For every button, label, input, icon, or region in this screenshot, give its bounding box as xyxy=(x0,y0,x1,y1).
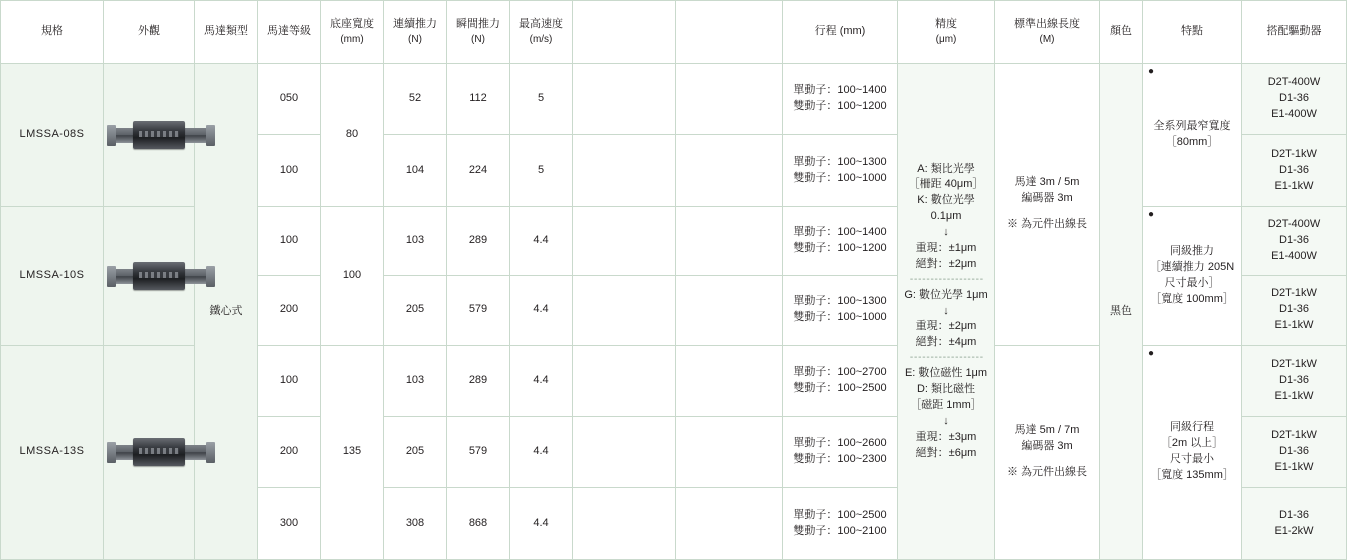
stroke-single: 單動子：100~1400 xyxy=(793,226,887,239)
blank-cell-1 xyxy=(573,276,676,345)
cable-encoder-length: 編碼器 3m xyxy=(1021,192,1073,205)
accuracy-line-10: D: 類比磁性 xyxy=(916,382,976,395)
linear-stage-image xyxy=(107,431,215,473)
driver-line-3: E1-400W xyxy=(1271,250,1317,263)
motor-grade-value: 100 xyxy=(258,345,321,416)
stroke-value xyxy=(783,345,898,416)
cable-length-bottom xyxy=(995,345,1100,559)
accuracy-arrow-2: ↓ xyxy=(943,304,949,317)
col-header-features-title: 特點 xyxy=(1181,25,1203,38)
driver-line-2: D1-36 xyxy=(1279,163,1309,176)
col-header-cont-force xyxy=(384,1,447,64)
feature-line-1: 全系列最窄寬度 xyxy=(1153,120,1231,133)
driver-line-2: D1-36 xyxy=(1279,373,1309,386)
rail-end-right xyxy=(206,125,215,146)
col-header-cable-length-title: 標準出線長度 xyxy=(1014,17,1080,30)
feature-08s xyxy=(1143,64,1242,207)
driver-value xyxy=(1242,345,1347,416)
col-header-max-speed-title: 最高速度 xyxy=(519,17,563,30)
driver-line-2: E1-2kW xyxy=(1274,524,1314,537)
blank-cell-1 xyxy=(573,135,676,206)
stroke-single: 單動子：100~1300 xyxy=(793,295,887,308)
max-speed-value: 4.4 xyxy=(510,276,573,345)
accuracy-line-1: A: 類比光學 xyxy=(917,162,975,175)
motor-grade-value: 100 xyxy=(258,206,321,275)
driver-line-2: D1-36 xyxy=(1279,234,1309,247)
max-speed-value: 5 xyxy=(510,135,573,206)
linear-stage-image xyxy=(107,255,215,297)
accuracy-divider-2: - - - - - - - - - - - - - - - - - - xyxy=(909,352,983,364)
stroke-double: 雙動子：100~1200 xyxy=(793,100,887,113)
col-header-accuracy-unit: (μm) xyxy=(935,33,957,45)
peak-force-value: 224 xyxy=(447,135,510,206)
stroke-value xyxy=(783,417,898,488)
blank-cell-2 xyxy=(676,345,783,416)
peak-force-value: 868 xyxy=(447,488,510,560)
cont-force-value: 52 xyxy=(384,64,447,135)
driver-line-1: D2T-1kW xyxy=(1271,287,1317,300)
stroke-double: 雙動子：100~2500 xyxy=(793,381,887,394)
col-header-spec xyxy=(1,1,104,64)
bullet-icon: ● xyxy=(1148,66,1155,77)
accuracy-line-3: K: 數位光學 0.1μm xyxy=(917,194,975,223)
slider-graphic xyxy=(133,438,185,466)
driver-value xyxy=(1242,417,1347,488)
accuracy-line-4: 重現：±1μm xyxy=(915,242,977,255)
accuracy-line-5: 絕對：±2μm xyxy=(915,258,977,271)
product-image-08s xyxy=(104,64,195,207)
accuracy-arrow-3: ↓ xyxy=(943,414,949,427)
feature-line-2: ［2m 以上］ xyxy=(1160,437,1224,450)
table-body xyxy=(1,64,1347,560)
rail-end-right xyxy=(206,442,215,463)
stroke-single: 單動子：100~1300 xyxy=(793,155,887,168)
col-header-max-speed-unit: (m/s) xyxy=(529,33,553,45)
peak-force-value: 112 xyxy=(447,64,510,135)
driver-line-3: E1-400W xyxy=(1271,108,1317,121)
col-header-color xyxy=(1100,1,1143,64)
cable-length-top xyxy=(995,64,1100,346)
accuracy-line-6: G: 數位光學 1μm xyxy=(904,288,988,301)
cable-note: ※ 為元件出線長 xyxy=(1006,218,1088,231)
driver-value xyxy=(1242,488,1347,560)
accuracy-line-8: 絕對：±4μm xyxy=(915,336,977,349)
motor-grade-value: 300 xyxy=(258,488,321,560)
blank-cell-2 xyxy=(676,135,783,206)
col-header-cont-force-title: 連續推力 xyxy=(393,17,437,30)
base-width-value: 80 xyxy=(321,64,384,207)
stroke-value xyxy=(783,488,898,560)
col-header-stroke xyxy=(783,1,898,64)
motor-grade-value: 200 xyxy=(258,276,321,345)
cont-force-value: 104 xyxy=(384,135,447,206)
blank-cell-1 xyxy=(573,206,676,275)
rail-end-left xyxy=(107,266,116,287)
bullet-icon: ● xyxy=(1148,208,1155,220)
max-speed-value: 5 xyxy=(510,64,573,135)
base-width-value: 135 xyxy=(321,345,384,559)
cable-note: ※ 為元件出線長 xyxy=(1006,466,1088,479)
driver-line-1: D2T-1kW xyxy=(1271,147,1317,160)
slider-graphic xyxy=(133,121,185,149)
peak-force-value: 289 xyxy=(447,345,510,416)
blank-cell-1 xyxy=(573,64,676,135)
col-header-base-width-unit: (mm) xyxy=(340,33,364,45)
model-name-13s: LMSSA-13S xyxy=(1,345,104,559)
stroke-value xyxy=(783,276,898,345)
motor-type-value: 鐵心式 xyxy=(195,64,258,560)
peak-force-value: 579 xyxy=(447,417,510,488)
col-header-motor-type-title: 馬達類型 xyxy=(204,25,248,38)
col-header-max-speed xyxy=(510,1,573,64)
motor-grade-value: 100 xyxy=(258,135,321,206)
col-header-peak-force-title: 瞬間推力 xyxy=(456,17,500,30)
stroke-double: 雙動子：100~2300 xyxy=(793,453,887,466)
feature-line-4: ［寬度 100mm］ xyxy=(1150,292,1234,305)
stroke-single: 單動子：100~2600 xyxy=(793,437,887,450)
cont-force-value: 205 xyxy=(384,276,447,345)
driver-line-3: E1-1kW xyxy=(1274,179,1314,192)
blank-cell-2 xyxy=(676,206,783,275)
feature-line-4: ［寬度 135mm］ xyxy=(1150,469,1234,482)
stroke-double: 雙動子：100~2100 xyxy=(793,524,887,537)
blank-cell-2 xyxy=(676,417,783,488)
motor-grade-value: 050 xyxy=(258,64,321,135)
blank-cell-2 xyxy=(676,64,783,135)
rail-end-left xyxy=(107,442,116,463)
accuracy-line-12: 重現：±3μm xyxy=(915,430,977,443)
stroke-value xyxy=(783,135,898,206)
max-speed-value: 4.4 xyxy=(510,345,573,416)
cable-motor-length: 馬達 3m / 5m xyxy=(1014,176,1080,189)
driver-line-3: E1-1kW xyxy=(1274,389,1314,402)
feature-line-2: ［80mm］ xyxy=(1165,135,1219,148)
stroke-single: 單動子：100~2700 xyxy=(793,365,887,378)
max-speed-value: 4.4 xyxy=(510,488,573,560)
col-header-base-width-title: 底座寬度 xyxy=(330,17,374,30)
col-header-drivers xyxy=(1242,1,1347,64)
rail-end-left xyxy=(107,125,116,146)
accuracy-arrow-1: ↓ xyxy=(943,226,949,239)
linear-stage-image xyxy=(107,114,215,156)
col-header-accuracy-title: 精度 xyxy=(935,17,957,30)
driver-line-3: E1-1kW xyxy=(1274,461,1314,474)
table-row xyxy=(1,64,1347,135)
feature-line-3: 尺寸最小］ xyxy=(1164,276,1220,289)
accuracy-line-11: ［磁距 1mm］ xyxy=(910,398,982,411)
feature-line-3: 尺寸最小 xyxy=(1170,453,1214,466)
driver-line-1: D2T-1kW xyxy=(1271,429,1317,442)
cable-motor-length: 馬達 5m / 7m xyxy=(1014,424,1080,437)
driver-line-2: D1-36 xyxy=(1279,92,1309,105)
blank-cell-1 xyxy=(573,345,676,416)
accuracy-line-9: E: 數位磁性 1μm xyxy=(904,366,988,379)
peak-force-value: 579 xyxy=(447,276,510,345)
col-header-blank-2 xyxy=(676,1,783,64)
stroke-single: 單動子：100~2500 xyxy=(793,508,887,521)
model-name-10s: LMSSA-10S xyxy=(1,206,104,345)
driver-line-1: D2T-400W xyxy=(1267,76,1321,89)
color-value: 黑色 xyxy=(1100,64,1143,560)
peak-force-value: 289 xyxy=(447,206,510,275)
stroke-value xyxy=(783,206,898,275)
cable-encoder-length: 編碼器 3m xyxy=(1021,440,1073,453)
driver-value xyxy=(1242,135,1347,206)
stroke-single: 單動子：100~1400 xyxy=(793,84,887,97)
product-image-10s xyxy=(104,206,195,345)
driver-line-1: D2T-1kW xyxy=(1271,357,1317,370)
accuracy-divider-1: - - - - - - - - - - - - - - - - - - xyxy=(909,274,983,286)
motor-grade-value: 200 xyxy=(258,417,321,488)
accuracy-value xyxy=(898,64,995,560)
blank-cell-2 xyxy=(676,488,783,560)
feature-line-2: ［連續推力 205N xyxy=(1149,260,1235,273)
accuracy-line-13: 絕對：±6μm xyxy=(915,446,977,459)
col-header-color-title: 顏色 xyxy=(1110,25,1132,38)
header-row xyxy=(1,1,1347,64)
feature-line-1: 同級行程 xyxy=(1170,421,1214,434)
product-image-13s xyxy=(104,345,195,559)
driver-line-2: D1-36 xyxy=(1279,303,1309,316)
feature-line-1: 同級推力 xyxy=(1170,244,1214,257)
cont-force-value: 205 xyxy=(384,417,447,488)
col-header-motor-type xyxy=(195,1,258,64)
stroke-value xyxy=(783,64,898,135)
col-header-peak-force xyxy=(447,1,510,64)
col-header-spec-title: 規格 xyxy=(41,25,63,38)
col-header-motor-grade xyxy=(258,1,321,64)
feature-10s xyxy=(1143,206,1242,345)
stroke-double: 雙動子：100~1200 xyxy=(793,242,887,255)
base-width-value: 100 xyxy=(321,206,384,345)
driver-value xyxy=(1242,64,1347,135)
col-header-motor-grade-title: 馬達等級 xyxy=(267,25,311,38)
col-header-appearance-title: 外觀 xyxy=(138,25,160,38)
rail-end-right xyxy=(206,266,215,287)
accuracy-line-7: 重現：±2μm xyxy=(915,320,977,333)
cont-force-value: 103 xyxy=(384,206,447,275)
driver-line-3: E1-1kW xyxy=(1274,319,1314,332)
col-header-peak-force-unit: (N) xyxy=(471,33,485,45)
bullet-icon: ● xyxy=(1148,347,1155,359)
max-speed-value: 4.4 xyxy=(510,206,573,275)
driver-line-2: D1-36 xyxy=(1279,445,1309,458)
driver-value xyxy=(1242,276,1347,345)
col-header-features xyxy=(1143,1,1242,64)
stroke-double: 雙動子：100~1000 xyxy=(793,311,887,324)
accuracy-line-2: ［柵距 40μm］ xyxy=(908,178,984,191)
feature-13s xyxy=(1143,345,1242,559)
col-header-blank-1 xyxy=(573,1,676,64)
col-header-cable-length-unit: (M) xyxy=(1039,33,1055,45)
col-header-base-width xyxy=(321,1,384,64)
cont-force-value: 103 xyxy=(384,345,447,416)
col-header-accuracy xyxy=(898,1,995,64)
blank-cell-2 xyxy=(676,276,783,345)
max-speed-value: 4.4 xyxy=(510,417,573,488)
driver-value xyxy=(1242,206,1347,275)
col-header-stroke-title: 行程 (mm) xyxy=(814,25,866,38)
driver-line-1: D2T-400W xyxy=(1267,218,1321,231)
blank-cell-1 xyxy=(573,488,676,560)
cont-force-value: 308 xyxy=(384,488,447,560)
driver-line-1: D1-36 xyxy=(1279,508,1309,521)
slider-graphic xyxy=(133,262,185,290)
model-name-08s: LMSSA-08S xyxy=(1,64,104,207)
blank-cell-1 xyxy=(573,417,676,488)
stroke-double: 雙動子：100~1000 xyxy=(793,171,887,184)
col-header-appearance xyxy=(104,1,195,64)
table-header xyxy=(1,1,1347,64)
col-header-cable-length xyxy=(995,1,1100,64)
col-header-cont-force-unit: (N) xyxy=(408,33,422,45)
col-header-drivers-title: 搭配驅動器 xyxy=(1266,25,1322,38)
